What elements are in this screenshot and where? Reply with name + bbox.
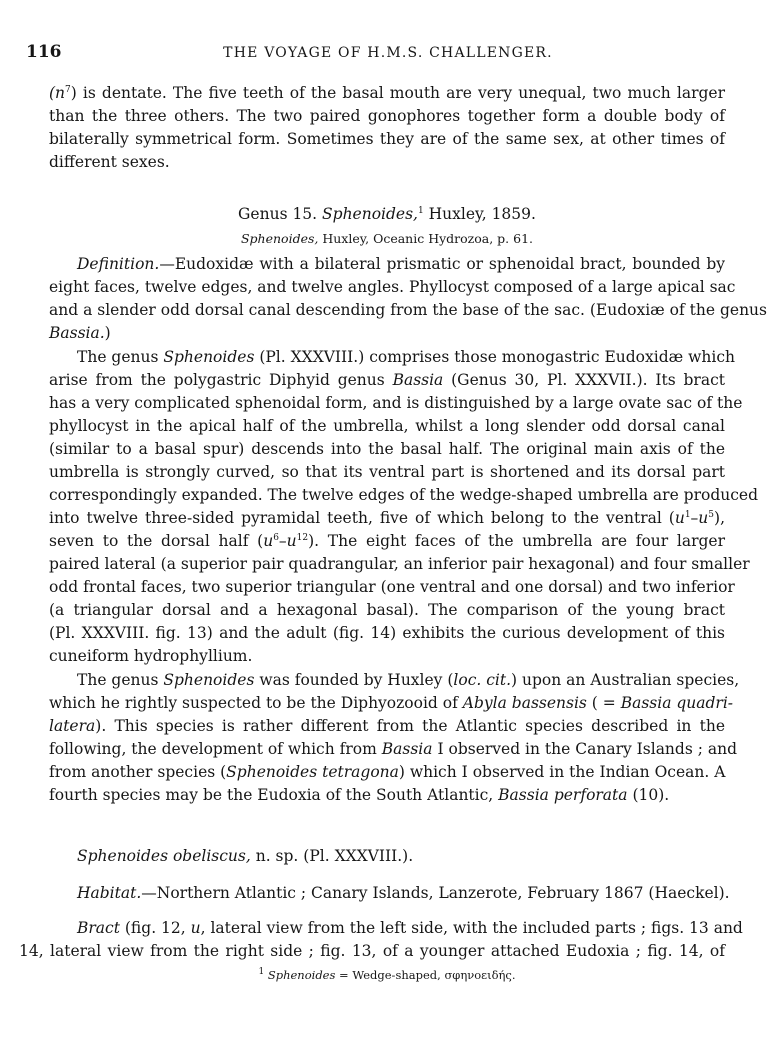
genus-heading: Genus 15. Sphenoides,$^1$ Huxley, 1859.: [238, 205, 536, 223]
definition-line-1: Definition.—Eudoxidæ with a bilateral prismatic or sphenoidal bract, bounded by: [77, 255, 725, 273]
bract-line-1: Bract (fig. 12, u, lateral view from the left side, with the included parts ; figs. 13 and: [77, 919, 743, 937]
para2-line-2: arise from the polygastric Diphyid genus Bassia (Genus 30, Pl. XXXVII.). Its bract: [49, 371, 725, 389]
para2-line-7: correspondingly expanded. The twelve edges of the wedge-shaped umbrella are produced: [49, 486, 759, 504]
para3-line-3: latera). This species is rather different from the Atlantic species described in the: [49, 717, 725, 735]
para3-line-4: following, the development of which from Bassia I observed in the Canary Islands ; and: [49, 740, 738, 758]
habitat-line: Habitat.—Northern Atlantic ; Canary Islands, Lanzerote, February 1867 (Haeckel).: [77, 884, 730, 902]
genus-reference: Sphenoides, Huxley, Oceanic Hydrozoa, p. 61.: [240, 231, 534, 246]
para1-line-1: $(n^7)$ is dentate. The five teeth of the basal mouth are very unequal, two much larger: [49, 84, 725, 102]
para2-line-4: phyllocyst in the apical half of the umbrella, whilst a long slender odd dorsal canal: [49, 417, 725, 435]
para1-line-3: bilaterally symmetrical form. Sometimes they are of the same sex, at other times of: [49, 130, 725, 148]
para2-line-3: has a very complicated sphenoidal form, and is distinguished by a large ovate sac of the: [49, 394, 743, 412]
para1-line-4: different sexes.: [49, 153, 170, 171]
para2-line-6: umbrella is strongly curved, so that its ventral part is shortened and its dorsal part: [49, 463, 725, 481]
para3-line-1: The genus Sphenoides was founded by Huxley (loc. cit.) upon an Australian species,: [77, 671, 740, 689]
bract-line-2: 14, lateral view from the right side ; fig. 13, of a younger attached Eudoxia ; fig. 14, of: [19, 942, 725, 960]
para2-line-14: cuneiform hydrophyllium.: [49, 647, 253, 665]
para2-line-10: paired lateral (a superior pair quadrangular, an inferior pair hexagonal) and four smaller: [49, 555, 750, 573]
para2-line-1: The genus Sphenoides (Pl. XXXVIII.) comprises those monogastric Eudoxidæ which: [77, 348, 735, 366]
definition-line-2: eight faces, twelve edges, and twelve angles. Phyllocyst composed of a large apical sac: [49, 278, 736, 296]
para3-line-6: fourth species may be the Eudoxia of the South Atlantic, Bassia perforata (10).: [49, 786, 670, 804]
definition-line-3: and a slender odd dorsal canal descending from the base of the sac. (Eudoxiæ of the genus: [49, 301, 767, 319]
para2-line-9: seven to the dorsal half $(u^6-u^{12})$. The eight faces of the umbrella are four larger: [49, 532, 725, 550]
page-number: 116: [26, 42, 62, 62]
running-header: [0, 42, 776, 66]
species-heading: Sphenoides obeliscus, n. sp. (Pl. XXXVIII.).: [77, 847, 414, 865]
footnote: $^1$ Sphenoides = Wedge-shaped, σφηνοειδής.: [258, 967, 516, 982]
para1-line-2: than the three others. The two paired gonophores together form a double body of: [49, 107, 725, 125]
para2-line-11: odd frontal faces, two superior triangular (one ventral and one dorsal) and two inferior: [49, 578, 735, 596]
para2-line-5: (similar to a basal spur) descends into the basal half. The original main axis of the: [49, 440, 725, 458]
para2-line-8: into twelve three-sided pyramidal teeth, five of which belong to the ventral $(u^1-u^5)$,: [49, 509, 725, 527]
para2-line-12: (a triangular dorsal and a hexagonal basal). The comparison of the young bract: [49, 601, 725, 619]
definition-line-4: Bassia.): [49, 324, 111, 342]
para3-line-5: from another species (Sphenoides tetragona) which I observed in the Indian Ocean. A: [49, 763, 726, 781]
para3-line-2: which he rightly suspected to be the Diphyozooid of Abyla bassensis ( = Bassia quadri-: [49, 694, 734, 712]
para2-line-13: (Pl. XXXVIII. fig. 13) and the adult (fig. 14) exhibits the curious development of this: [49, 624, 725, 642]
running-title: THE VOYAGE OF H.M.S. CHALLENGER.: [223, 45, 553, 61]
